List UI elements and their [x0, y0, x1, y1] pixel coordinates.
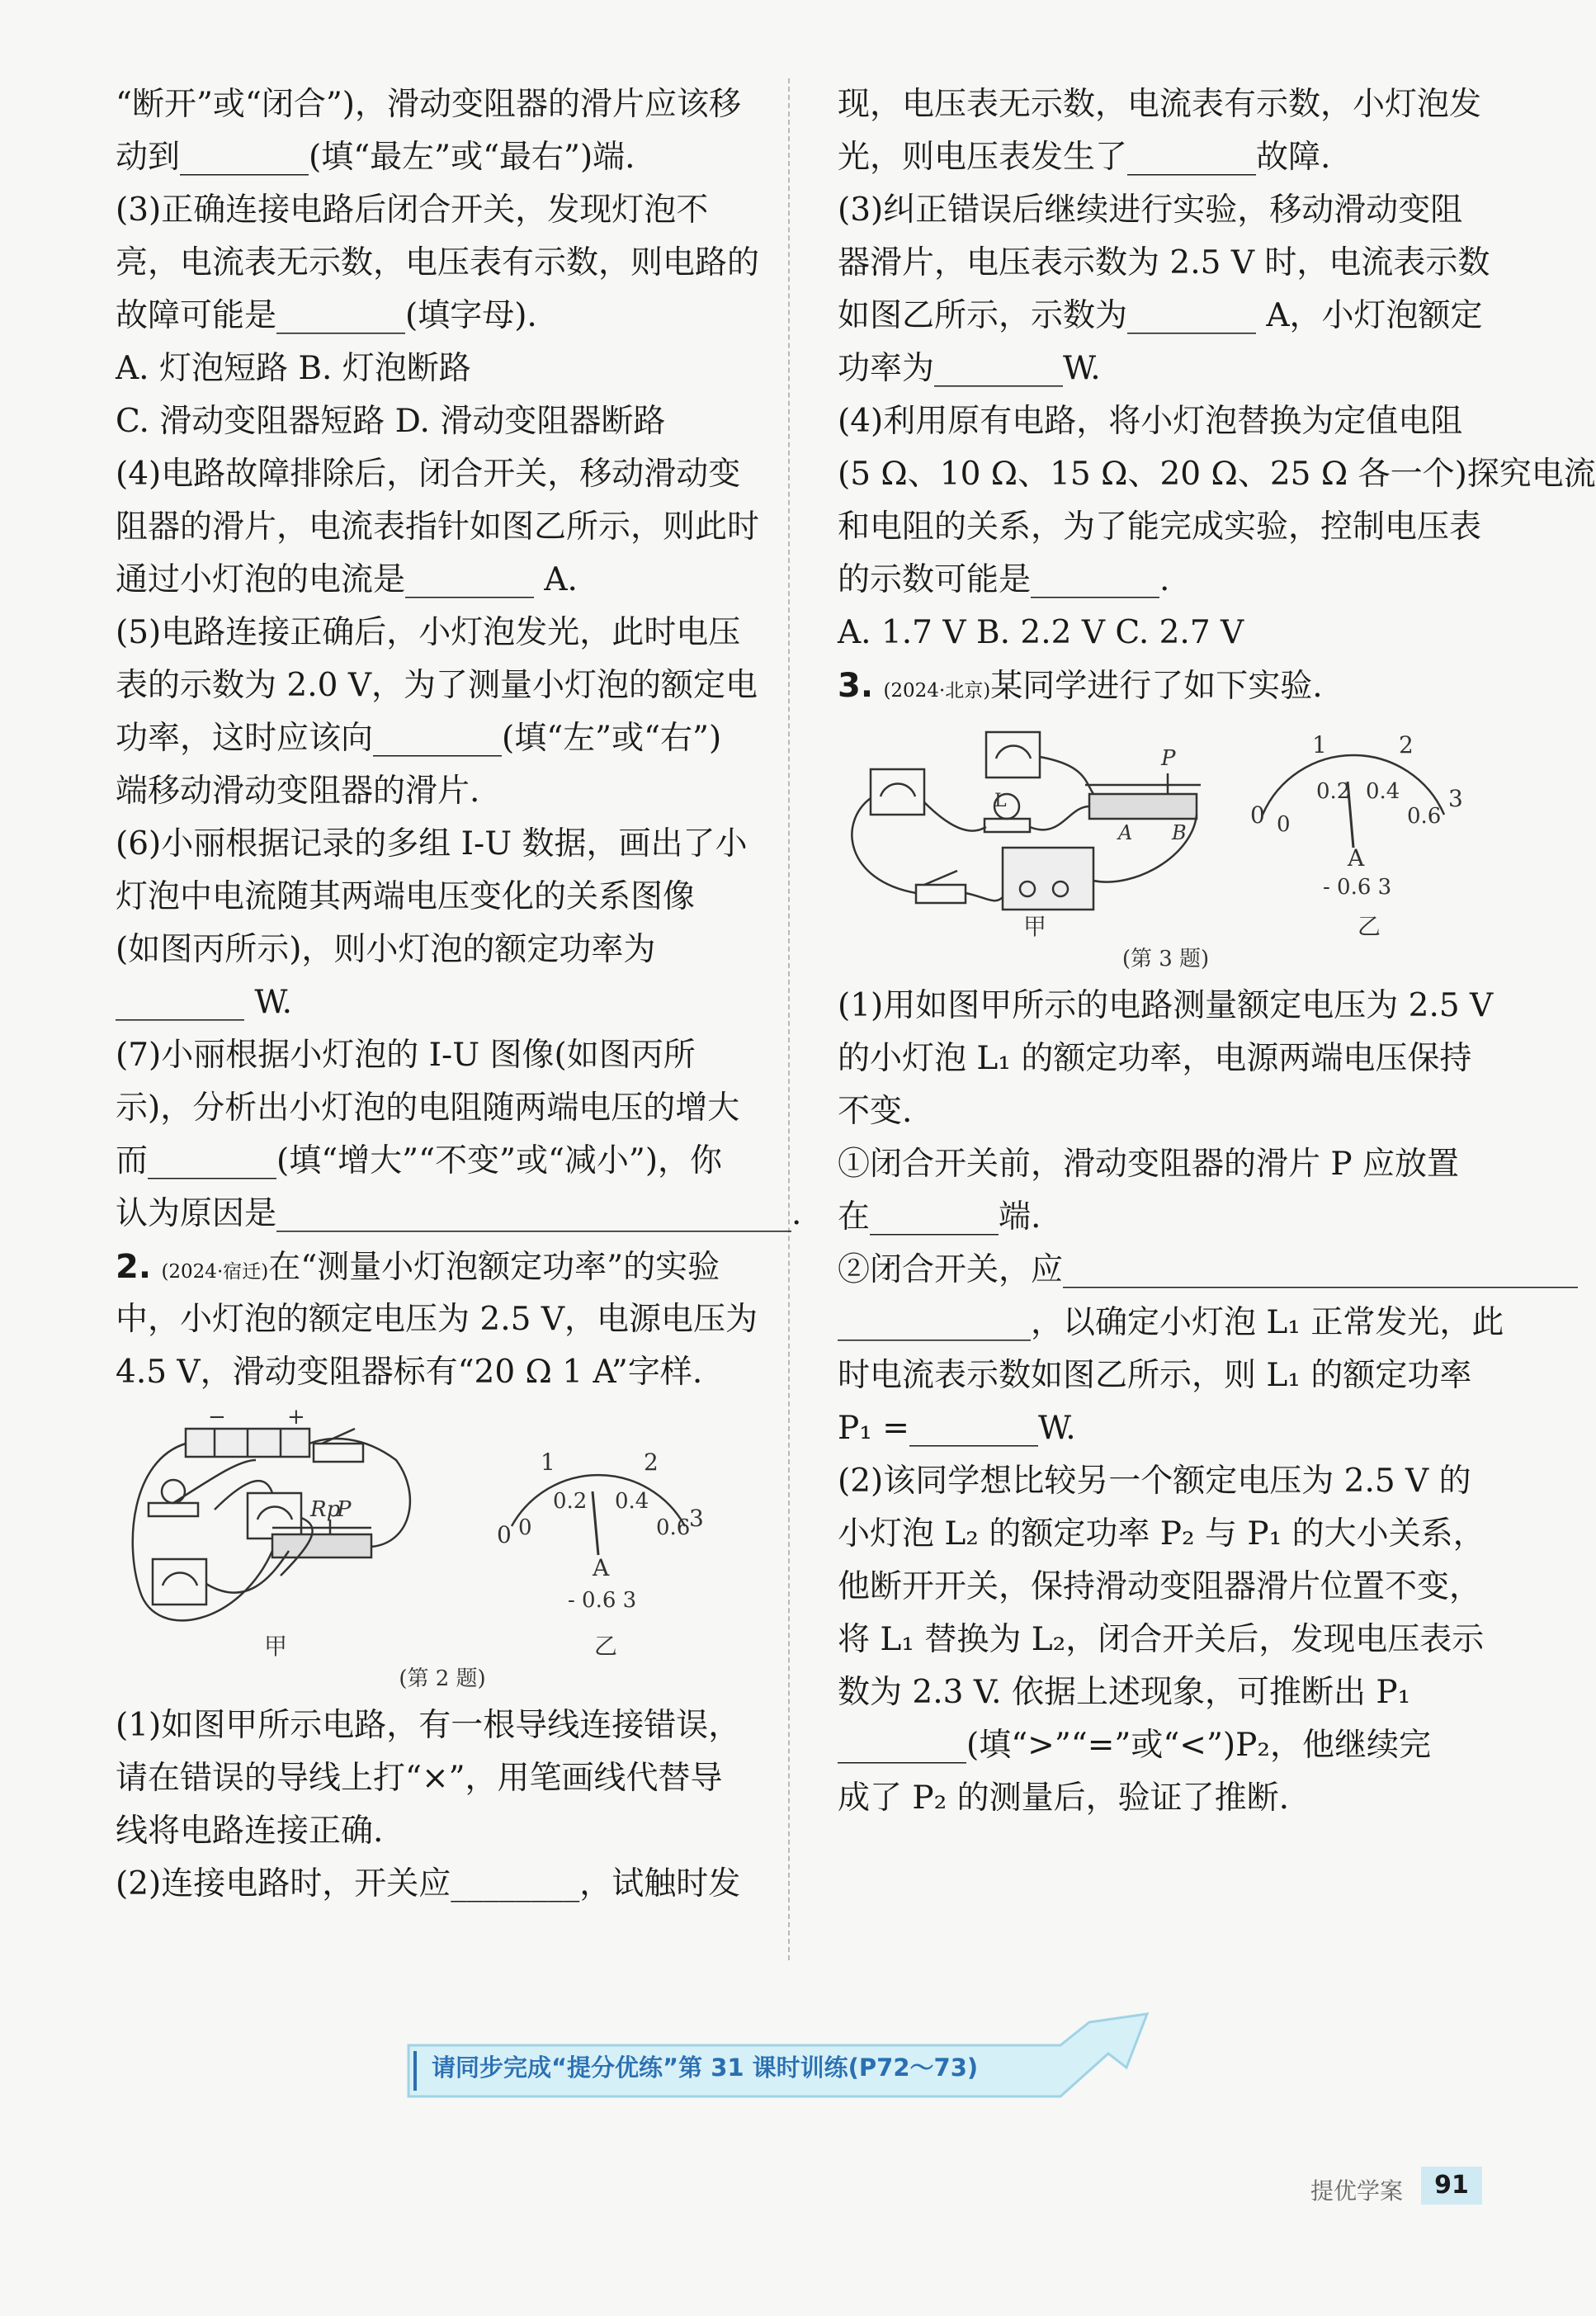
question-line: 某同学进行了如下实验.	[990, 668, 1323, 705]
right-text-top	[838, 78, 1596, 659]
text-line: (1)用如图甲所示的电路测量额定电压为 2.5 V	[838, 987, 1494, 1024]
dial-scale-bottom-1: 0.2	[553, 1489, 588, 1514]
text-line: 不变.	[838, 1093, 913, 1130]
question-2-intro	[116, 1241, 769, 1293]
figure-2	[116, 1405, 769, 1699]
voltmeter-icon	[986, 732, 1040, 778]
question-3-intro	[838, 659, 1494, 712]
text-line: A. 1.7 V B. 2.2 V C. 2.7 V	[838, 614, 1244, 651]
text-line: 动到________(填“最左”或“最右”)端.	[116, 139, 635, 176]
figure-caption: (第 2 题)	[399, 1666, 486, 1691]
text-line: 器滑片，电压表示数为 2.5 V 时，电流表示数	[838, 244, 1490, 281]
switch-icon	[916, 885, 966, 903]
text-line: C. 滑动变阻器短路 D. 滑动变阻器断路	[116, 403, 666, 440]
text-line: ②闭合开关，应________________________________	[838, 1251, 1579, 1288]
text-line: (2)该同学想比较另一个额定电压为 2.5 V 的	[838, 1463, 1471, 1500]
rheostat-label: Rp	[310, 1497, 341, 1522]
text-line: ________ W.	[116, 984, 293, 1021]
text-line: 亮，电流表无示数，电压表有示数，则电路的	[116, 244, 760, 281]
text-line: (6)小丽根据记录的多组 I-U 数据，画出了小	[116, 825, 748, 863]
text-line: (4)利用原有电路，将小灯泡替换为定值电阻	[838, 403, 1463, 440]
column-divider	[788, 78, 790, 1960]
text-line: 他断开开关，保持滑动变阻器滑片位置不变，	[838, 1568, 1482, 1605]
battery-minus-label: −	[208, 1405, 226, 1430]
right-column	[838, 78, 1596, 1825]
dial-scale-bottom-3: 0.6	[656, 1515, 691, 1540]
ammeter-icon	[248, 1493, 301, 1538]
left-column	[116, 78, 802, 1911]
dial-scale-top-2: 2	[644, 1449, 659, 1476]
text-line: 而________(填“增大”“不变”或“减小”)，你	[116, 1142, 723, 1179]
question-number: 3.	[838, 667, 874, 705]
dial-scale-bottom-3: 0.6	[1407, 804, 1442, 829]
text-line: P₁ =________W.	[838, 1410, 1076, 1447]
banner-text: 请同步完成“提分优练”第 31 课时训练(P72～73)	[432, 2054, 979, 2082]
text-line: (3)正确连接电路后闭合开关，发现灯泡不	[116, 191, 709, 229]
left-text-top	[116, 78, 802, 1241]
dial-scale-bottom-0: 0	[518, 1515, 532, 1540]
bulb-icon	[162, 1480, 185, 1503]
figure-label-jia: 甲	[1023, 913, 1047, 940]
text-line: 小灯泡 L₂ 的额定功率 P₂ 与 P₁ 的大小关系，	[838, 1515, 1485, 1553]
text-line: ____________，以确定小灯泡 L₁ 正常发光，此	[838, 1304, 1504, 1341]
text-line: (3)纠正错误后继续进行实验，移动滑动变阻	[838, 191, 1463, 229]
rheostat-icon	[1089, 794, 1197, 819]
text-line: A. 灯泡短路 B. 灯泡断路	[116, 350, 471, 387]
question-line: 中，小灯泡的额定电压为 2.5 V，电源电压为	[116, 1301, 758, 1338]
figure-label-yi: 乙	[594, 1633, 618, 1660]
text-line: “断开”或“闭合”)，滑动变阻器的滑片应该移	[116, 86, 741, 123]
text-line: 端移动滑动变阻器的滑片.	[116, 773, 480, 810]
text-line: 功率，这时应该向________(填“左”或“右”)	[116, 720, 722, 757]
ammeter-icon	[871, 769, 924, 815]
text-line: (如图丙所示)，则小灯泡的额定功率为	[116, 931, 656, 968]
text-line: 功率为________W.	[838, 350, 1101, 387]
end-a-label: A	[1118, 821, 1133, 844]
voltmeter-icon	[153, 1559, 206, 1605]
text-line: (1)如图甲所示电路，有一根导线连接错误，	[116, 1707, 741, 1744]
dial-scale-end: 3	[689, 1505, 704, 1532]
text-line: 阻器的滑片，电流表指针如图乙所示，则此时	[116, 508, 760, 546]
text-line: 通过小灯泡的电流是________ A.	[116, 561, 578, 598]
text-line: 示)，分析出小灯泡的电阻随两端电压的增大	[116, 1089, 740, 1127]
practice-banner[interactable]	[400, 2014, 1159, 2121]
dial-scale-bottom-0: 0	[1277, 812, 1291, 837]
text-line: (7)小丽根据小灯泡的 I-U 图像(如图丙所	[116, 1037, 696, 1074]
figure-label-yi: 乙	[1358, 913, 1381, 940]
figure-3-drawing	[838, 724, 1494, 938]
dial-terminals: - 0.6 3	[1323, 875, 1392, 900]
dial-scale-end: 3	[1448, 785, 1463, 812]
text-line: 现，电压表无示数，电流表有示数，小灯泡发	[838, 86, 1482, 123]
dial-scale-bottom-2: 0.4	[615, 1489, 649, 1514]
question-line: 4.5 V，滑动变阻器标有“20 Ω 1 A”字样.	[116, 1354, 703, 1391]
dial-scale-zero: 0	[497, 1521, 512, 1548]
text-line: 表的示数为 2.0 V，为了测量小灯泡的额定电	[116, 667, 758, 704]
text-line: 在________端.	[838, 1198, 1041, 1236]
ammeter-needle	[593, 1491, 598, 1555]
dial-scale-zero: 0	[1250, 801, 1265, 829]
slider-label: P	[337, 1497, 352, 1522]
text-line: 请在错误的导线上打“×”，用笔画线代替导	[116, 1760, 723, 1797]
question-source: (2024·北京)	[883, 680, 991, 702]
text-line: ①闭合开关前，滑动变阻器的滑片 P 应放置	[838, 1146, 1460, 1183]
dial-scale-top-1: 1	[1312, 731, 1327, 759]
dial-scale-top-1: 1	[541, 1449, 555, 1476]
question-line: 在“测量小灯泡额定功率”的实验	[268, 1249, 720, 1286]
text-line: 故障可能是________(填字母).	[116, 297, 537, 334]
dial-terminals: - 0.6 3	[568, 1588, 637, 1613]
end-b-label: B	[1172, 821, 1187, 844]
left-text-bottom	[116, 1699, 769, 1911]
dial-unit: A	[593, 1554, 610, 1581]
text-line: 认为原因是________________________________.	[116, 1195, 802, 1232]
text-line: (4)电路故障排除后，闭合开关，移动滑动变	[116, 456, 741, 493]
question-number: 2.	[116, 1248, 152, 1286]
text-line: ________(填“>”“=”或“<”)P₂，他继续完	[838, 1727, 1431, 1764]
text-line: 灯泡中电流随其两端电压变化的关系图像	[116, 878, 696, 915]
text-line: 如图乙所示，示数为________ A，小灯泡额定	[838, 297, 1483, 334]
question-source: (2024·宿迁)	[161, 1261, 269, 1283]
dial-unit: A	[1348, 844, 1365, 872]
bulb-label: L	[994, 791, 1007, 811]
switch-icon	[314, 1444, 363, 1462]
text-line: 和电阻的关系，为了能完成实验，控制电压表	[838, 508, 1482, 546]
dial-scale-top-2: 2	[1399, 731, 1414, 759]
figure-caption: (第 3 题)	[1121, 947, 1210, 971]
text-line: (5 Ω、10 Ω、15 Ω、20 Ω、25 Ω 各一个)探究电流	[838, 456, 1596, 493]
figure-2-drawing	[116, 1405, 769, 1660]
text-line: (2)连接电路时，开关应________，试触时发	[116, 1865, 741, 1902]
text-line: 时电流表示数如图乙所示，则 L₁ 的额定功率	[838, 1357, 1472, 1394]
page-number: 91	[1421, 2167, 1482, 2205]
figure-3	[838, 724, 1494, 980]
slider-label: P	[1161, 746, 1176, 771]
text-line: 成了 P₂ 的测量后，验证了推断.	[838, 1780, 1290, 1817]
right-text-bottom	[838, 980, 1579, 1825]
text-line: 的示数可能是________.	[838, 561, 1170, 598]
text-line: 的小灯泡 L₁ 的额定功率，电源两端电压保持	[838, 1040, 1472, 1077]
power-supply-icon	[1003, 848, 1093, 910]
battery-plus-label: +	[287, 1405, 305, 1430]
text-line: 光，则电压表发生了________故障.	[838, 139, 1331, 176]
text-line: 将 L₁ 替换为 L₂，闭合开关后，发现电压表示	[838, 1621, 1485, 1658]
text-line: 数为 2.3 V. 依据上述现象，可推断出 P₁	[838, 1674, 1411, 1711]
dial-scale-bottom-1: 0.2	[1316, 779, 1351, 804]
text-line: (5)电路连接正确后，小灯泡发光，此时电压	[116, 614, 741, 651]
dial-scale-bottom-2: 0.4	[1366, 779, 1400, 804]
text-line: 线将电路连接正确.	[116, 1813, 384, 1850]
footer-book-label: 提优学案	[1310, 2177, 1404, 2205]
figure-label-jia: 甲	[264, 1633, 288, 1660]
